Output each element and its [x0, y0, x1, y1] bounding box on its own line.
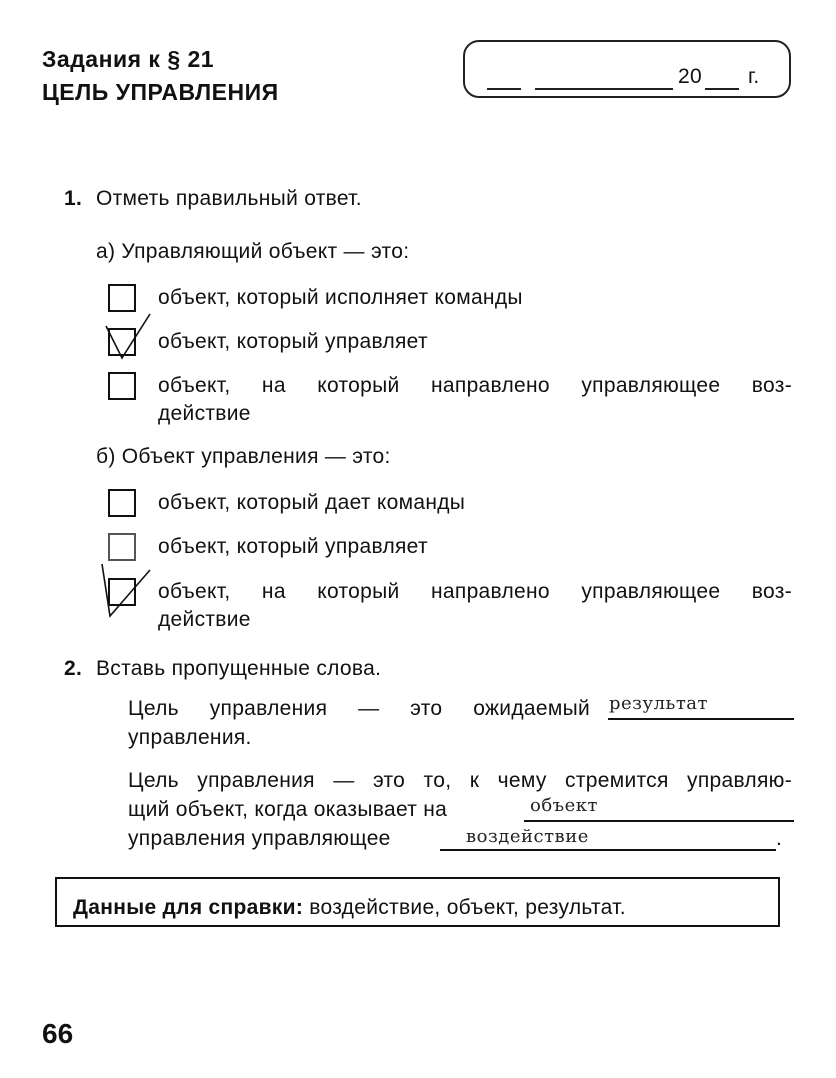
sentence2-line3: управления управляющее — [128, 827, 391, 850]
option-b3-text-line2: действие — [158, 608, 251, 631]
task1-question-a: а) Управляющий объект — это: — [96, 240, 410, 263]
sentence2-line1: Цель управления — это то, к чему стремится управляю- — [128, 769, 792, 792]
date-year-suffix: г. — [748, 65, 760, 88]
task2-instruction: Вставь пропущенные слова. — [96, 657, 382, 680]
task-set-title: Задания к § 21 — [42, 46, 215, 72]
date-year-prefix: 20 — [678, 65, 702, 88]
task1-question-b: б) Объект управления — это: — [96, 445, 391, 468]
reference-words: воздействие, объект, результат. — [309, 896, 626, 919]
checkbox-a1[interactable] — [108, 284, 136, 312]
option-a3-text-line1: объект, на который направлено управляющее воз- — [158, 374, 792, 397]
answer-action-line — [440, 849, 776, 851]
date-day-line — [487, 88, 521, 90]
task1-instruction: Отметь правильный ответ. — [96, 187, 362, 210]
checkmark-b3-icon — [96, 560, 156, 622]
date-month-line — [535, 88, 673, 90]
checkmark-a2-icon — [100, 310, 156, 364]
checkbox-a3[interactable] — [108, 372, 136, 400]
sentence1-end: управления. — [128, 726, 252, 749]
answer-object-line — [524, 820, 794, 822]
reference-label: Данные для справки: — [73, 896, 304, 919]
task1-number: 1. — [64, 187, 83, 210]
answer-result-line — [608, 718, 794, 720]
answer-result[interactable]: результат — [609, 693, 708, 714]
sentence2-end: . — [776, 827, 783, 850]
sentence2-line2: щий объект, когда оказывает на — [128, 798, 448, 821]
option-a3-text-line2: действие — [158, 402, 251, 425]
date-year-line — [705, 88, 739, 90]
option-b3-text-line1: объект, на который направлено управляющее воз- — [158, 580, 792, 603]
option-b1-text: объект, который дает команды — [158, 491, 466, 514]
answer-object[interactable]: объект — [530, 795, 598, 816]
option-a1-text: объект, который исполняет команды — [158, 286, 523, 309]
sentence1-text: Цель управления — это ожидаемый — [128, 697, 590, 720]
option-a2-text: объект, который управляет — [158, 330, 428, 353]
checkbox-b1[interactable] — [108, 489, 136, 517]
page-number: 66 — [42, 1018, 74, 1049]
answer-action[interactable]: воздействие — [466, 826, 589, 847]
reference-text — [73, 893, 626, 923]
option-b2-text: объект, который управляет — [158, 535, 428, 558]
page-title: ЦЕЛЬ УПРАВЛЕНИЯ — [42, 79, 279, 105]
checkbox-b2[interactable] — [108, 533, 136, 561]
task2-number: 2. — [64, 657, 83, 680]
